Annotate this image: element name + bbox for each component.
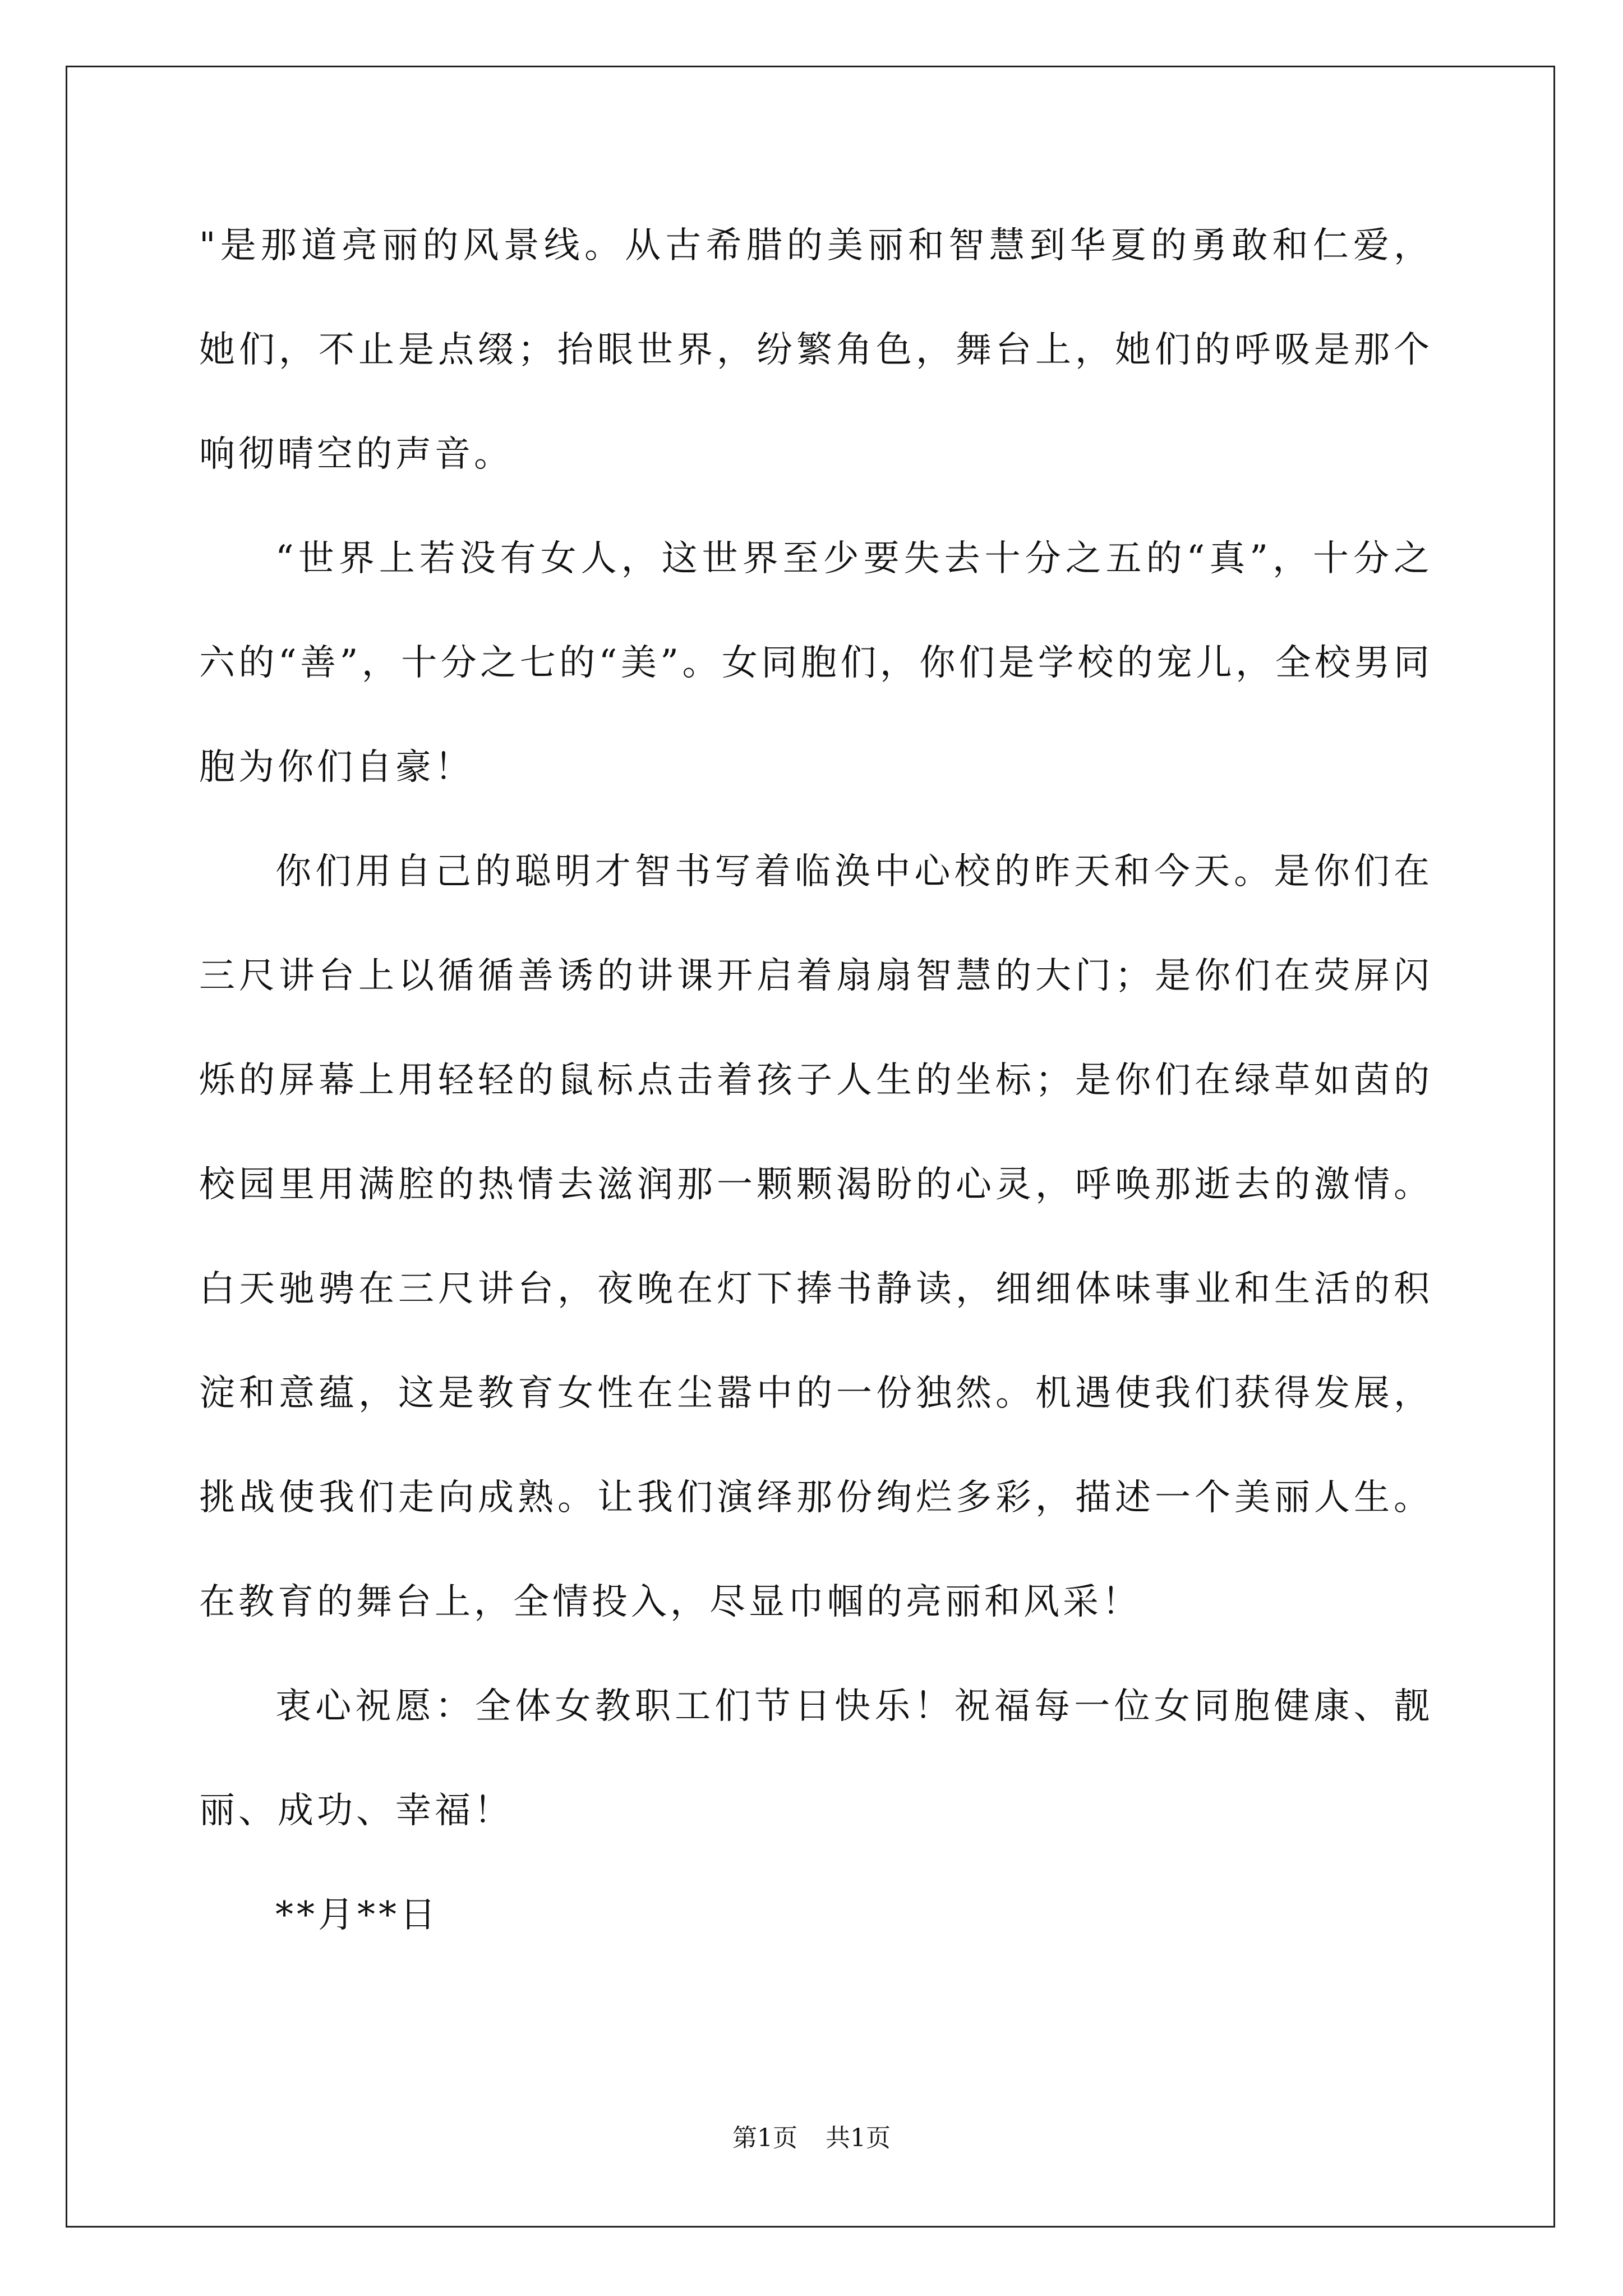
paragraph-2: “世界上若没有女人，这世界至少要失去十分之五的“真”，十分之六的“善”，十分之七的“美”。女同胞们，你们是学校的宠儿，全校男同胞为你们自豪！: [199, 538, 1433, 788]
paragraph-4: 衷心祝愿：全体女教职工们节日快乐！祝福每一位女同胞健康、靓丽、成功、幸福！: [199, 1686, 1433, 1832]
paragraph-1: "是那道亮丽的风景线。从古希腊的美丽和智慧到华夏的勇敢和仁爱，她们，不止是点缀；抬眼世界，纷繁角色，舞台上，她们的呼吸是那个响彻晴空的声音。: [199, 225, 1433, 475]
page-total: 共1页: [826, 2124, 891, 2152]
document-body: [199, 194, 1433, 1967]
page-number: 第1页: [732, 2124, 797, 2152]
paragraph-3: 你们用自己的聪明才智书写着临涣中心校的昨天和今天。是你们在三尺讲台上以循循善诱的讲课开启着扇扇智慧的大门；是你们在荧屏闪烁的屏幕上用轻轻的鼠标点击着孩子人生的坐标；是你们在绿草如茵的校园里用满腔的热情去滋润那一颗颗渴盼的心灵，呼唤那逝去的激情。白天驰骋在三尺讲台，夜晚在灯下捧书静读，细细体味事业和生活的积淀和意蕴，这是教育女性在尘嚣中的一份独然。机遇使我们获得发展，挑战使我们走向成熟。让我们演绎那份绚烂多彩，描述一个美丽人生。在教育的舞台上，全情投入，尽显巾帼的亮丽和风采！: [199, 851, 1433, 1623]
page-footer: [0, 2118, 1623, 2154]
date-line: **月**日: [275, 1894, 439, 1936]
